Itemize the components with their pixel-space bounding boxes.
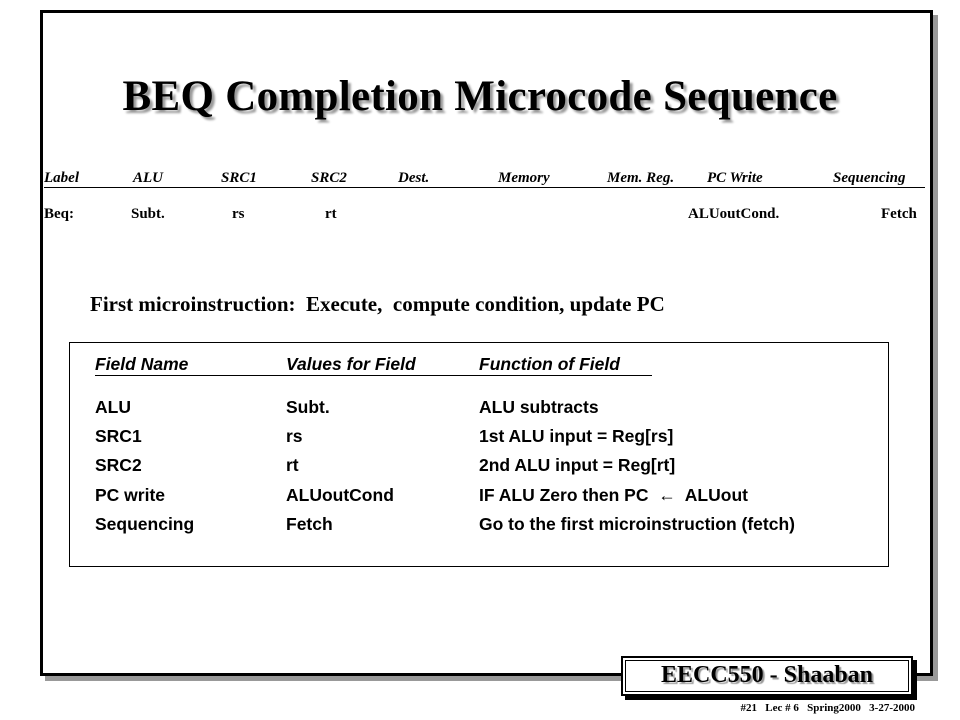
microinstruction-value-row (0, 206, 960, 226)
row-src1-value: rs (286, 426, 303, 446)
row-sequencing-function: Go to the first microinstruction (fetch) (479, 514, 795, 534)
field-name-header: Field Name (95, 354, 189, 374)
header-alu: ALU (133, 170, 163, 186)
row-alu-value: Subt. (286, 397, 330, 417)
header-memory: Memory (498, 170, 550, 186)
header-sequencing: Sequencing (833, 170, 906, 186)
row-pc-write-function: IF ALU Zero then PC ← ALUout (479, 485, 748, 505)
values-header: Values for Field (286, 354, 416, 374)
header-mem-reg: Mem. Reg. (607, 170, 675, 186)
header-dest: Dest. (398, 170, 430, 186)
row-sequencing-value: Fetch (286, 514, 333, 534)
footer-note: #21 Lec # 6 Spring2000 3-27-2000 (740, 702, 915, 714)
row-alu-function: ALU subtracts (479, 397, 599, 417)
header-pc-write: PC Write (707, 170, 763, 186)
value-pc-write: ALUoutCond. (688, 206, 780, 222)
header-src1: SRC1 (221, 170, 257, 186)
microinstruction-header-row (0, 170, 960, 190)
row-src1-function: 1st ALU input = Reg[rs] (479, 426, 674, 446)
function-header: Function of Field (479, 354, 620, 374)
row-src2-field: SRC2 (95, 455, 142, 475)
value-sequencing: Fetch (881, 206, 917, 222)
value-src1: rs (232, 206, 245, 222)
slide-title: BEQ Completion Microcode Sequence (122, 73, 838, 120)
value-src2: rt (325, 206, 337, 222)
header-underline (44, 187, 925, 188)
value-label: Beq: (44, 206, 74, 222)
footer-badge: EECC550 - Shaaban (660, 662, 874, 688)
header-src2: SRC2 (311, 170, 347, 186)
row-alu-field: ALU (95, 397, 131, 417)
row-pc-write-value: ALUoutCond (286, 485, 394, 505)
first-microinstruction-caption: First microinstruction: Execute, compute condition, update PC (90, 292, 665, 316)
header-label: Label (44, 170, 79, 186)
row-src2-function: 2nd ALU input = Reg[rt] (479, 455, 676, 475)
table-header-underline (95, 375, 652, 376)
row-sequencing-field: Sequencing (95, 514, 195, 534)
row-src1-field: SRC1 (95, 426, 142, 446)
value-alu: Subt. (131, 206, 165, 222)
row-src2-value: rt (286, 455, 299, 475)
row-pc-write-field: PC write (95, 485, 166, 505)
